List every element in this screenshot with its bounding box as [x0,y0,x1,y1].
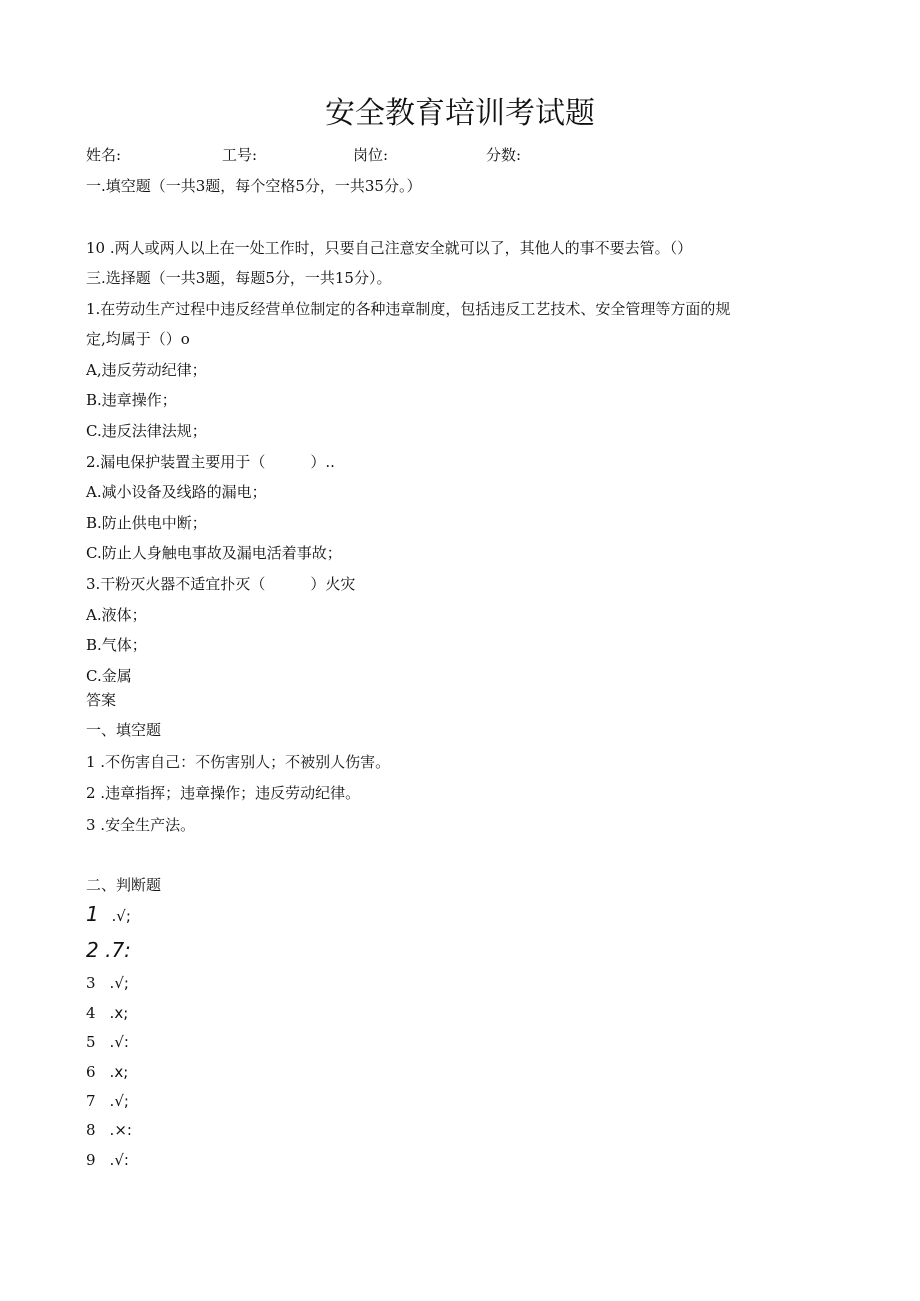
answers-heading: 答案 [86,691,117,709]
judge-answer-7 [86,1091,129,1111]
q1-option-a: A,违反劳动纪律； [86,361,207,379]
judge-answer-num: 3 [86,974,96,992]
q2-option-a: A.减小设备及线路的漏电； [86,483,267,501]
judge-answer-mark: .√: [109,1151,129,1169]
judge-answer-mark: .√; [109,1092,129,1110]
judge-answer-9 [86,1150,129,1170]
judge-answer-3 [86,973,129,993]
judge-answer-1-num: 1 [86,902,99,926]
fill-answer-2: 2 .违章指挥；违章操作；违反劳动纪律。 [86,784,361,802]
q3-option-a: A.液体； [86,606,147,624]
q3-option-b: B.气体； [86,636,147,654]
q1-option-c: C.违反法律法规； [86,422,207,440]
judge-answer-num: 6 [86,1063,96,1081]
judge-answer-mark: .√: [109,1033,129,1051]
q3-option-c: C.金属 [86,667,132,685]
answers-judge-heading: 二、判断题 [86,876,162,894]
id-label: 工号: [222,146,258,164]
judge-answer-6 [86,1062,128,1082]
judge-answer-num: 7 [86,1092,96,1110]
name-label: 姓名: [86,146,122,164]
judge-answer-num: 9 [86,1151,96,1169]
judge-answer-mark: .x; [109,1063,129,1081]
q2-stem: 2.漏电保护装置主要用于（ ）.. [86,453,335,471]
judge-item-10: 10 .两人或两人以上在一处工作时，只要自己注意安全就可以了，其他人的事不要去管。（） [86,239,693,257]
judge-answer-num: 8 [86,1121,96,1139]
page-title: 安全教育培训考试题 [325,96,595,131]
judge-answer-mark: .√; [109,974,129,992]
judge-answer-mark: .×: [109,1121,132,1139]
judge-answer-4 [86,1003,128,1023]
judge-answer-mark: .x; [109,1004,129,1022]
answers-fill-heading: 一、填空题 [86,721,162,739]
judge-answer-8 [86,1120,132,1140]
fill-answer-1: 1 .不伤害自己：不伤害别人；不被别人伤害。 [86,753,391,771]
position-label: 岗位: [353,146,389,164]
section1-heading: 一.填空题（一共3题，每个空格5分，一共35分。） [86,177,422,195]
judge-answer-5 [86,1032,129,1052]
fill-answer-3: 3 .安全生产法。 [86,816,196,834]
judge-answer-1-mark: .√; [111,907,131,925]
judge-answer-num: 5 [86,1033,96,1051]
q1-stem-line2: 定,均属于（）o [86,330,190,348]
q2-option-b: B.防止供电中断； [86,514,207,532]
judge-answer-num: 4 [86,1004,96,1022]
section3-heading: 三.选择题（一共3题，每题5分，一共15分）。 [86,269,392,287]
score-label: 分数: [486,146,522,164]
q1-stem-line1: 1.在劳动生产过程中违反经营单位制定的各种违章制度，包括违反工艺技术、安全管理等方面的规 [86,300,731,318]
q1-option-b: B.违章操作； [86,391,177,409]
judge-answer-1 [86,902,131,926]
q3-stem: 3.干粉灭火器不适宜扑灭（ ）火灾 [86,575,356,593]
judge-answer-2: 2 .7: [86,938,131,962]
q2-option-c: C.防止人身触电事故及漏电活着事故； [86,544,342,562]
